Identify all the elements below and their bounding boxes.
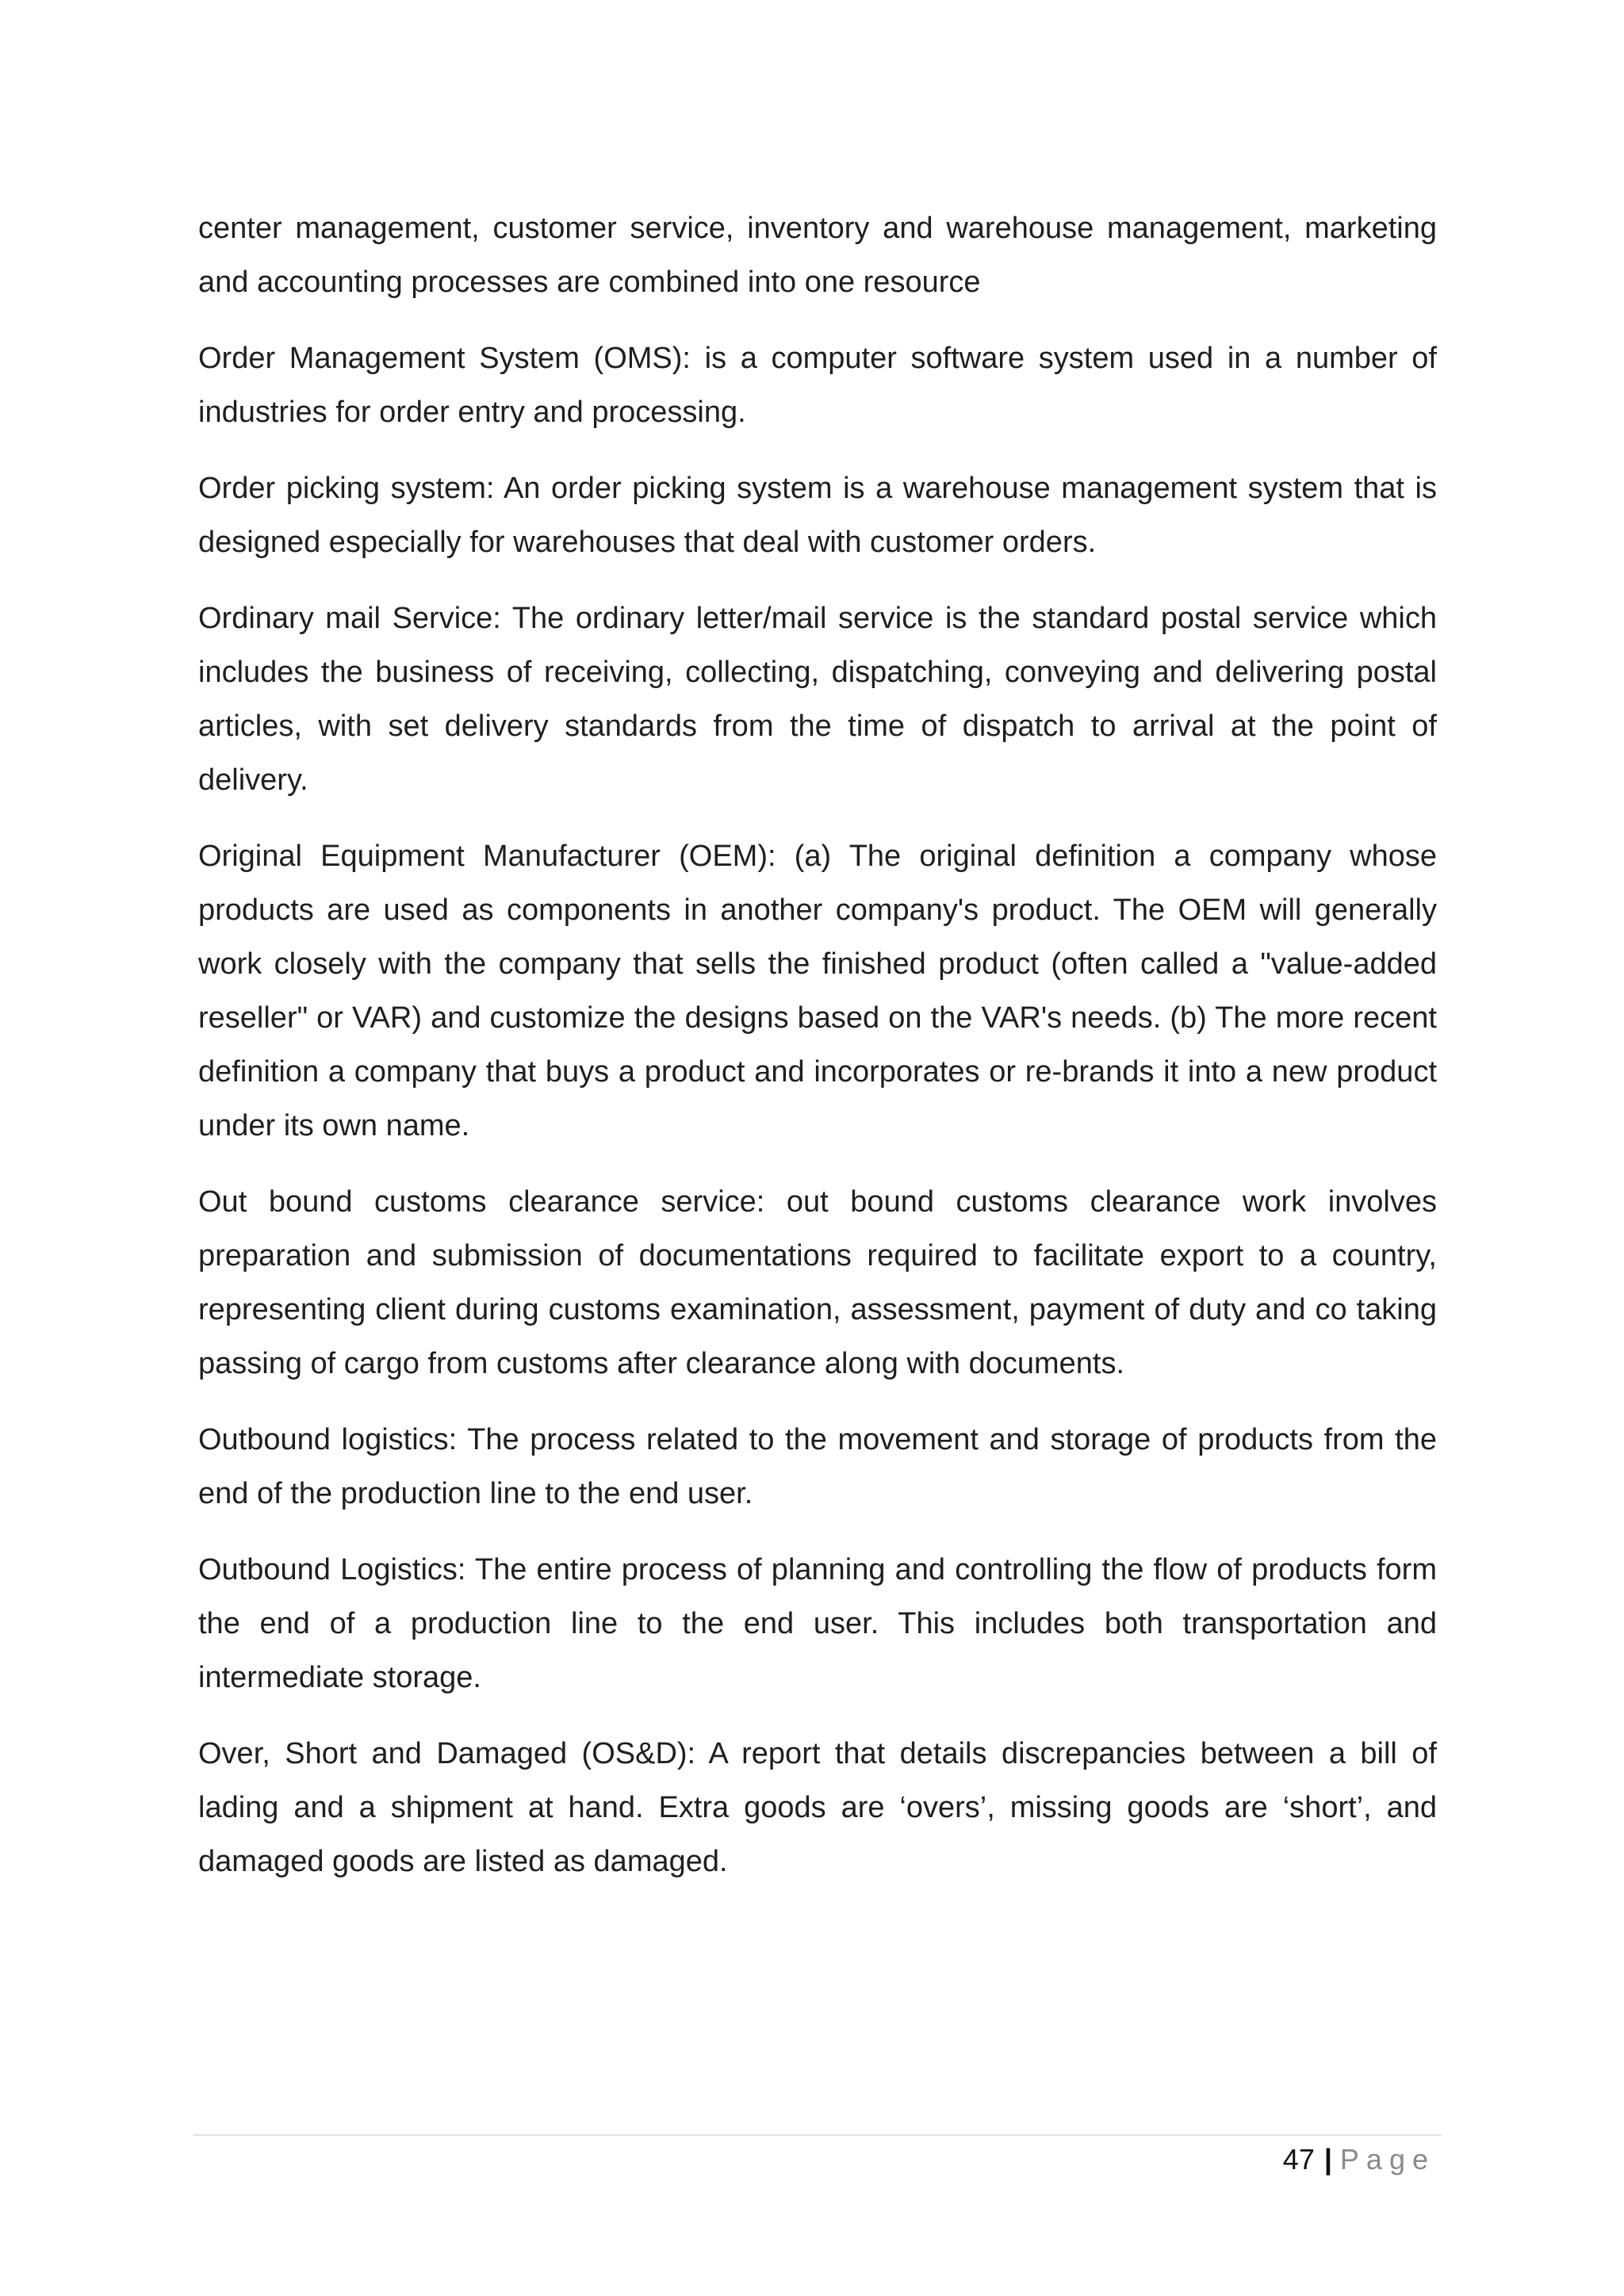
footer-divider	[193, 2134, 1442, 2136]
page-number: 47	[1282, 2143, 1315, 2175]
footer-separator: |	[1323, 2143, 1332, 2175]
page-label: Page	[1339, 2143, 1435, 2175]
glossary-entry-continuation: center management, customer service, inventory and warehouse management, marketing and accounting processes are combined into one resource	[198, 212, 1437, 299]
glossary-entry-order-picking-system: Order picking system: An order picking system is a warehouse management system that is designed especially for warehouses that deal with customer orders.	[198, 472, 1437, 559]
glossary-entry-oms: Order Management System (OMS): is a computer software system used in a number of industries for order entry and processing.	[198, 342, 1437, 429]
glossary-entry-outbound-logistics: Outbound logistics: The process related to the movement and storage of products from the end of the production line to the end user.	[198, 1423, 1437, 1510]
glossary-entry-oem: Original Equipment Manufacturer (OEM): (a) The original definition a company whose products are used as components in another company's product. The OEM will generally work closely with the company that sells the finished product (often called a "value-added reseller" or VAR) and customize the designs based on the VAR's needs. (b) The more recent definition a company that buys a product and incorporates or re-brands it into a new product under its own name.	[198, 840, 1437, 1142]
glossary-body	[198, 201, 1437, 1911]
page-footer	[1283, 2141, 1435, 2179]
glossary-entry-outbound-customs-clearance: Out bound customs clearance service: out bound customs clearance work involves preparation and submission of documentations required to facilitate export to a country, representing client during customs examination, assessment, payment of duty and co taking passing of cargo from customs after clearance along with documents.	[198, 1185, 1437, 1380]
glossary-entry-osd: Over, Short and Damaged (OS&D): A report that details discrepancies between a bill of lading and a shipment at hand. Extra goods are ‘overs’, missing goods are ‘short’, and damaged goods are listed as damaged.	[198, 1737, 1437, 1878]
glossary-entry-outbound-logistics-2: Outbound Logistics: The entire process of planning and controlling the flow of products form the end of a production line to the end user. This includes both transportation and intermediate storage.	[198, 1553, 1437, 1694]
glossary-entry-ordinary-mail-service: Ordinary mail Service: The ordinary letter/mail service is the standard postal service which includes the business of receiving, collecting, dispatching, conveying and delivering postal articles, with set delivery standards from the time of dispatch to arrival at the point of delivery.	[198, 602, 1437, 797]
